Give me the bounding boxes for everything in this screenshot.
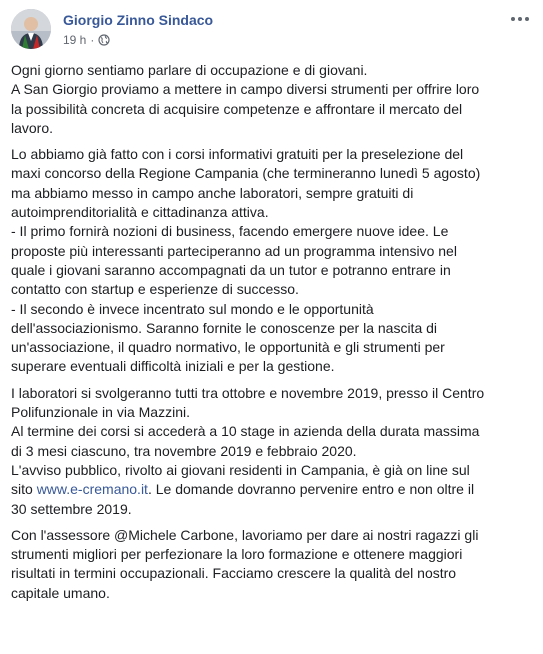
paragraph-4: [11, 526, 535, 603]
author-name[interactable]: Giorgio Zinno Sindaco: [63, 12, 214, 28]
text-line: L'avviso pubblico, rivolto ai giovani residenti in Campania, è già on line sul: [11, 461, 470, 478]
text-line: strumenti migliori per perfezionare la loro formazione e ottenere maggiori: [11, 546, 463, 563]
text-line: Polifunzionale in via Mazzini.: [11, 404, 190, 421]
more-options-icon[interactable]: [509, 11, 531, 27]
post-text: [11, 61, 535, 610]
text-line: - Il primo fornirà nozioni di business, facendo emergere nuove idee. Le: [11, 223, 449, 240]
text-line: un'associazione, il quadro normativo, le opportunità e gli strumenti per: [11, 339, 445, 356]
website-link[interactable]: www.e-cremano.it: [36, 481, 148, 498]
text-line: Al termine dei corsi si accederà a 10 stage in azienda della durata massima: [11, 423, 480, 440]
text-line: 30 settembre 2019.: [11, 500, 132, 517]
text-line-with-link: [11, 480, 535, 499]
text-line: quale i giovani saranno accompagnati da un tutor e potranno entrare in: [11, 261, 451, 278]
post-time[interactable]: 19 h: [63, 33, 87, 47]
text-line: Con l'assessore @Michele Carbone, lavoriamo per dare ai nostri ragazzi gli: [11, 526, 479, 543]
text-line: Lo abbiamo già fatto con i corsi informativi gratuiti per la preselezione del: [11, 146, 464, 163]
meta-separator: ·: [90, 33, 95, 47]
text-line: contatto con startup e esperienze di successo.: [11, 281, 299, 298]
text-line: autoimprenditorialità e cittadinanza attiva.: [11, 204, 269, 221]
post-header: [11, 9, 533, 57]
paragraph-2: [11, 145, 535, 377]
text-line: capitale umano.: [11, 584, 110, 601]
paragraph-3: [11, 384, 535, 519]
text-line: I laboratori si svolgeranno tutti tra ottobre e novembre 2019, presso il Centro: [11, 384, 485, 401]
text-line: superare eventuali difficoltà iniziali e per la gestione.: [11, 358, 335, 375]
text-line: dell'associazionismo. Saranno fornite le conoscenze per la nascita di: [11, 319, 438, 336]
text-line: di 3 mesi ciascuno, tra novembre 2019 e febbraio 2020.: [11, 442, 357, 459]
text-line: lavoro.: [11, 119, 54, 136]
paragraph-1: [11, 61, 535, 138]
text-line: - Il secondo è invece incentrato sul mondo e le opportunità: [11, 300, 374, 317]
text-line: Ogni giorno sentiamo parlare di occupazione e di giovani.: [11, 62, 368, 78]
post-meta: [63, 33, 110, 47]
avatar[interactable]: [11, 9, 51, 49]
profile-picture: [11, 9, 51, 49]
text-line: proposte più interessanti parteciperanno ad un programma intensivo nel: [11, 242, 457, 259]
text-line: A San Giorgio proviamo a mettere in campo diversi strumenti per offrire loro: [11, 81, 480, 98]
text-line: ma abbiamo messo in campo anche laboratori, sempre gratuiti di: [11, 184, 414, 201]
text-line: risultati in termini occupazionali. Facciamo crescere la qualità del nostro: [11, 565, 457, 582]
text-line: maxi concorso della Regione Campania (che termineranno lunedì 5 agosto): [11, 165, 481, 182]
text-line: la possibilità concreta di acquisire competenze e affrontare il mercato del: [11, 100, 463, 117]
link-suffix: . Le domande dovranno pervenire entro e non oltre il: [147, 481, 475, 498]
link-prefix: sito: [11, 481, 37, 498]
globe-icon[interactable]: [98, 34, 110, 46]
